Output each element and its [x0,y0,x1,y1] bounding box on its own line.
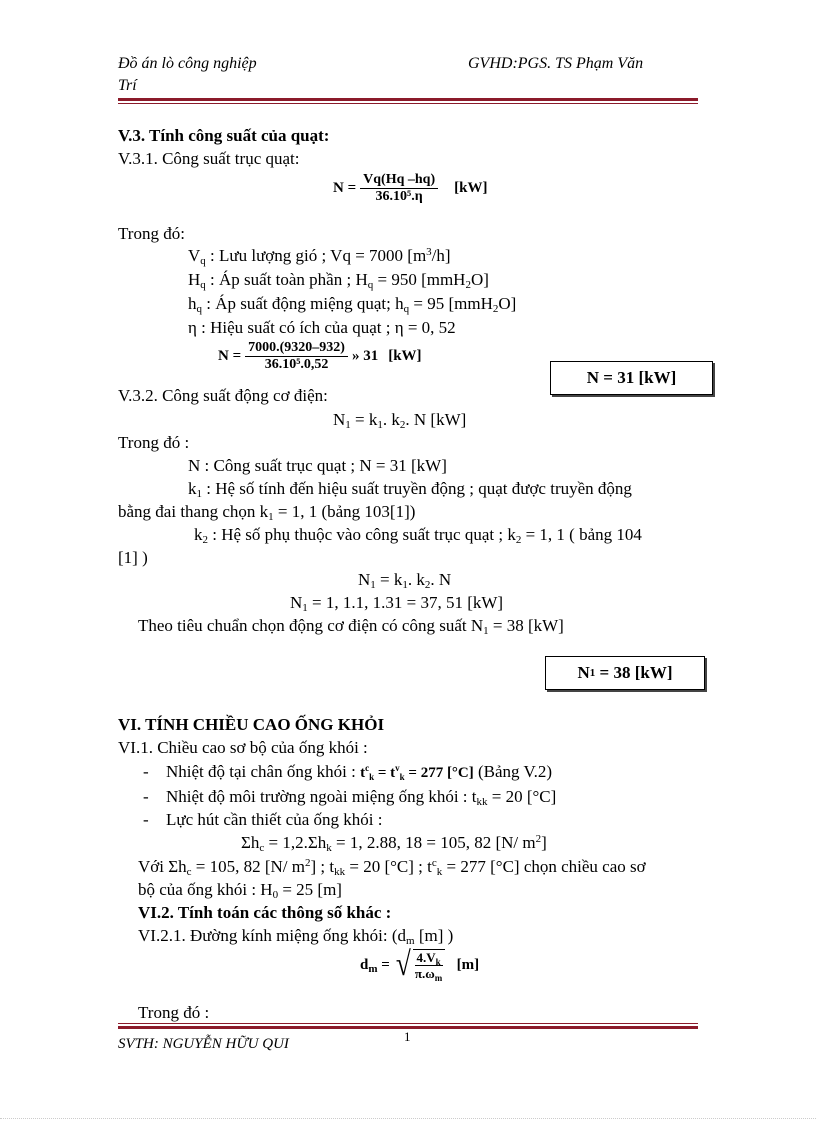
section-vi1-title: VI.1. Chiều cao sơ bộ của ống khói : [118,738,368,757]
with-line-2: bộ của ống khói : $H_0 = 25$ [m] [138,880,342,901]
std-choice: Theo tiêu chuẩn chọn động cơ điện có công suất $N_1 = 38$ [kW] [138,616,564,637]
formula-numerator: Vq(Hq –hq) [360,172,438,189]
footer-rule-thin [118,1023,698,1024]
eq-n1-b: $N_1 = k_1$. $k_2$. N [358,570,452,591]
formula-numerator: 7000.(9320–932) [245,340,348,357]
k1-def-cont: bằng đai thang chọn $k_1 = 1$, 1 (bảng 103[1]) [118,502,416,523]
item-hq-small [188,294,516,314]
item-vq [188,246,451,266]
n-def: N : Công suất trục quạt ; N = 31 [kW] [188,456,447,475]
formula-shaft-power [333,172,487,205]
sub: 2 [465,279,471,291]
formula-denominator: 36.10⁵.0,52 [264,357,329,372]
tail: O] [470,270,489,289]
std-text: Theo tiêu chuẩn chọn động cơ điện có công suất N [138,616,484,635]
where-label-3: Trong đó : [138,1003,210,1022]
vi21-a: VI.2.1. Đường kính miệng ống khói: (d [138,926,406,945]
with-line-1: Với $\Sigma h_c = 105$, 82 [N/ $m^2$] ; $t_{kk} = 20$ [°C] ; $t^c_k = 277$ [°C] chọn chiều cao sơ [138,857,646,878]
bullet-temp-env: Nhiệt độ môi trường ngoài miệng ống khói : $t_{kk} = 20$ [°C] [166,787,557,808]
sum-eq-a: = 1,2.Σh [268,833,327,852]
w2a: bộ của ống khói : H [138,880,273,899]
header-rule [118,98,698,101]
k1-def: $k_1$ : Hệ số tính đến hiệu suất truyền động ; quạt được truyền động [188,479,632,500]
sym: h [188,294,197,313]
header-left: Đồ án lò công nghiệp [118,55,257,72]
bullet-dash: - [143,787,149,806]
where-label: Trong đó: [118,224,185,243]
k2-text2: = 1, 1 ( bảng 104 [521,525,642,544]
text: : Áp suất toàn phần ; H [210,270,368,289]
formula-result: » 31 [351,348,379,365]
sym: η [188,318,197,337]
k1-text2: bằng đai thang chọn k [118,502,269,521]
bullet-dash: - [143,762,149,781]
tail: O] [498,294,517,313]
w2b: = 25 [m] [278,880,342,899]
section-v3-title: V.3. Tính công suất của quạt: [118,126,330,145]
footer-author: SVTH: NGUYỄN HỮU QUI [118,1036,289,1052]
formula-denominator: 36.10⁵.η [375,189,423,204]
section-v32-title: V.3.2. Công suất động cơ điện: [118,386,328,405]
dm-num: 4.V [416,950,436,965]
b2-text: Nhiệt độ môi trường ngoài miệng ống khói : t [166,787,477,806]
header-rule-thin [118,103,698,104]
formula-unit: [kW] [454,180,488,197]
bullet-draft: Lực hút cần thiết của ống khói : [166,810,383,829]
k1-text: : Hệ số tính đến hiệu suất truyền động ; quạt được truyền động [206,479,632,498]
tail: = 95 [mmH [409,294,493,313]
where-label-2: Trong đó : [118,433,190,452]
section-vi2-title: VI.2. Tính toán các thông số khác : [138,903,392,922]
w1d: = 20 [°C] ; t [345,857,432,876]
formula-dm: $d_m$ = √ $4.V_k$ $\pi.\omega_m$ [m] [360,946,480,983]
vi21-b: [m] ) [414,926,454,945]
result-box-n: N = 31 [kW] [550,361,713,395]
item-eta [188,318,456,338]
k2-def-cont: [1] ) [118,548,148,567]
formula-lhs: N = [218,348,242,365]
sum-eq-b: = 1, 2.88, 18 = 105, 82 [N/ m [331,833,536,852]
b2-tail: = 20 [°C] [487,787,557,806]
formula-shaft-power-calc [218,340,422,373]
std-value: = 38 [kW] [488,616,564,635]
dm-lhs: d [360,956,369,973]
tail: /h] [431,246,451,265]
sub: 2 [492,303,499,315]
eq-sum-h: $\Sigma h_c = 1,2.\Sigma h_k = 1$, 2.88, 18 = 105, 82 [N/ $m^2$] [241,833,547,854]
b1-formula: = 277 [°C] [408,765,474,781]
bullet-temp-base: Nhiệt độ tại chân ống khói : $t^c_k = t^v_k = 277$ [°C] (Bảng V.2) [166,762,553,782]
text: : Áp suất động miệng quạt; h [206,294,404,313]
sub: q [200,279,206,291]
formula-lhs: N = [333,180,357,197]
tail: = 950 [mmH [373,270,466,289]
bullet-dash: - [143,810,149,829]
sub: q [367,279,374,291]
sqrt-icon: √ [395,946,411,983]
k2-def: $k_2$ : Hệ số phụ thuộc vào công suất trục quạt ; $k_2 = 1$, 1 ( bảng 104 [194,525,642,546]
w1e: = 277 [°C] chọn chiều cao sơ [442,857,646,876]
eq-n1-value: = 1, 1.1, 1.31 = 37, 51 [kW] [312,593,504,612]
header-right: GVHD:PGS. TS Phạm Văn [468,55,644,72]
section-vi-title: VI. TÍNH CHIỀU CAO ỐNG KHỎI [118,715,385,734]
box2-value: = 38 [kW] [599,663,673,682]
sym: V [188,246,201,265]
dm-den: π.ω [414,966,435,981]
page-edge [0,1118,816,1119]
text: : Hiệu suất có ích của quạt ; η = 0, 52 [201,318,456,337]
eq-n1-c: $N_1 = 1$, 1.1, 1.31 = 37, 51 [kW] [290,593,504,614]
item-hq [188,270,489,290]
eq-n1: $N_1 = k_1$. $k_2$. N [kW] [333,410,467,431]
sup: 3 [426,246,432,258]
page-number: 1 [404,1029,411,1044]
k1-text3: = 1, 1 (bảng 103[1]) [273,502,416,521]
header-left-cont: Trí [118,77,137,94]
dm-unit: [m] [456,956,480,973]
section-vi21-title: VI.2.1. Đường kính miệng ống khói: ($d_m$ [m] ) [138,926,454,947]
w1b: = 105, 82 [N/ m [191,857,306,876]
sub: q [403,303,410,315]
section-v31-title: V.3.1. Công suất trục quạt: [118,149,300,168]
b1-text: Nhiệt độ tại chân ống khói : [166,762,356,781]
text: : Lưu lượng gió ; Vq = 7000 [m [210,246,427,265]
sub: q [196,303,202,315]
result-box-n1: N 1 = 38 [kW] [545,656,705,690]
sub: q [200,255,206,267]
w1a: Với Σh [138,857,187,876]
b1-tail: (Bảng V.2) [478,762,553,781]
w1c: ] ; t [310,857,335,876]
k2-text: : Hệ số phụ thuộc vào công suất trục quạt ; k [212,525,516,544]
formula-unit: [kW] [388,348,422,365]
sym: H [188,270,201,289]
